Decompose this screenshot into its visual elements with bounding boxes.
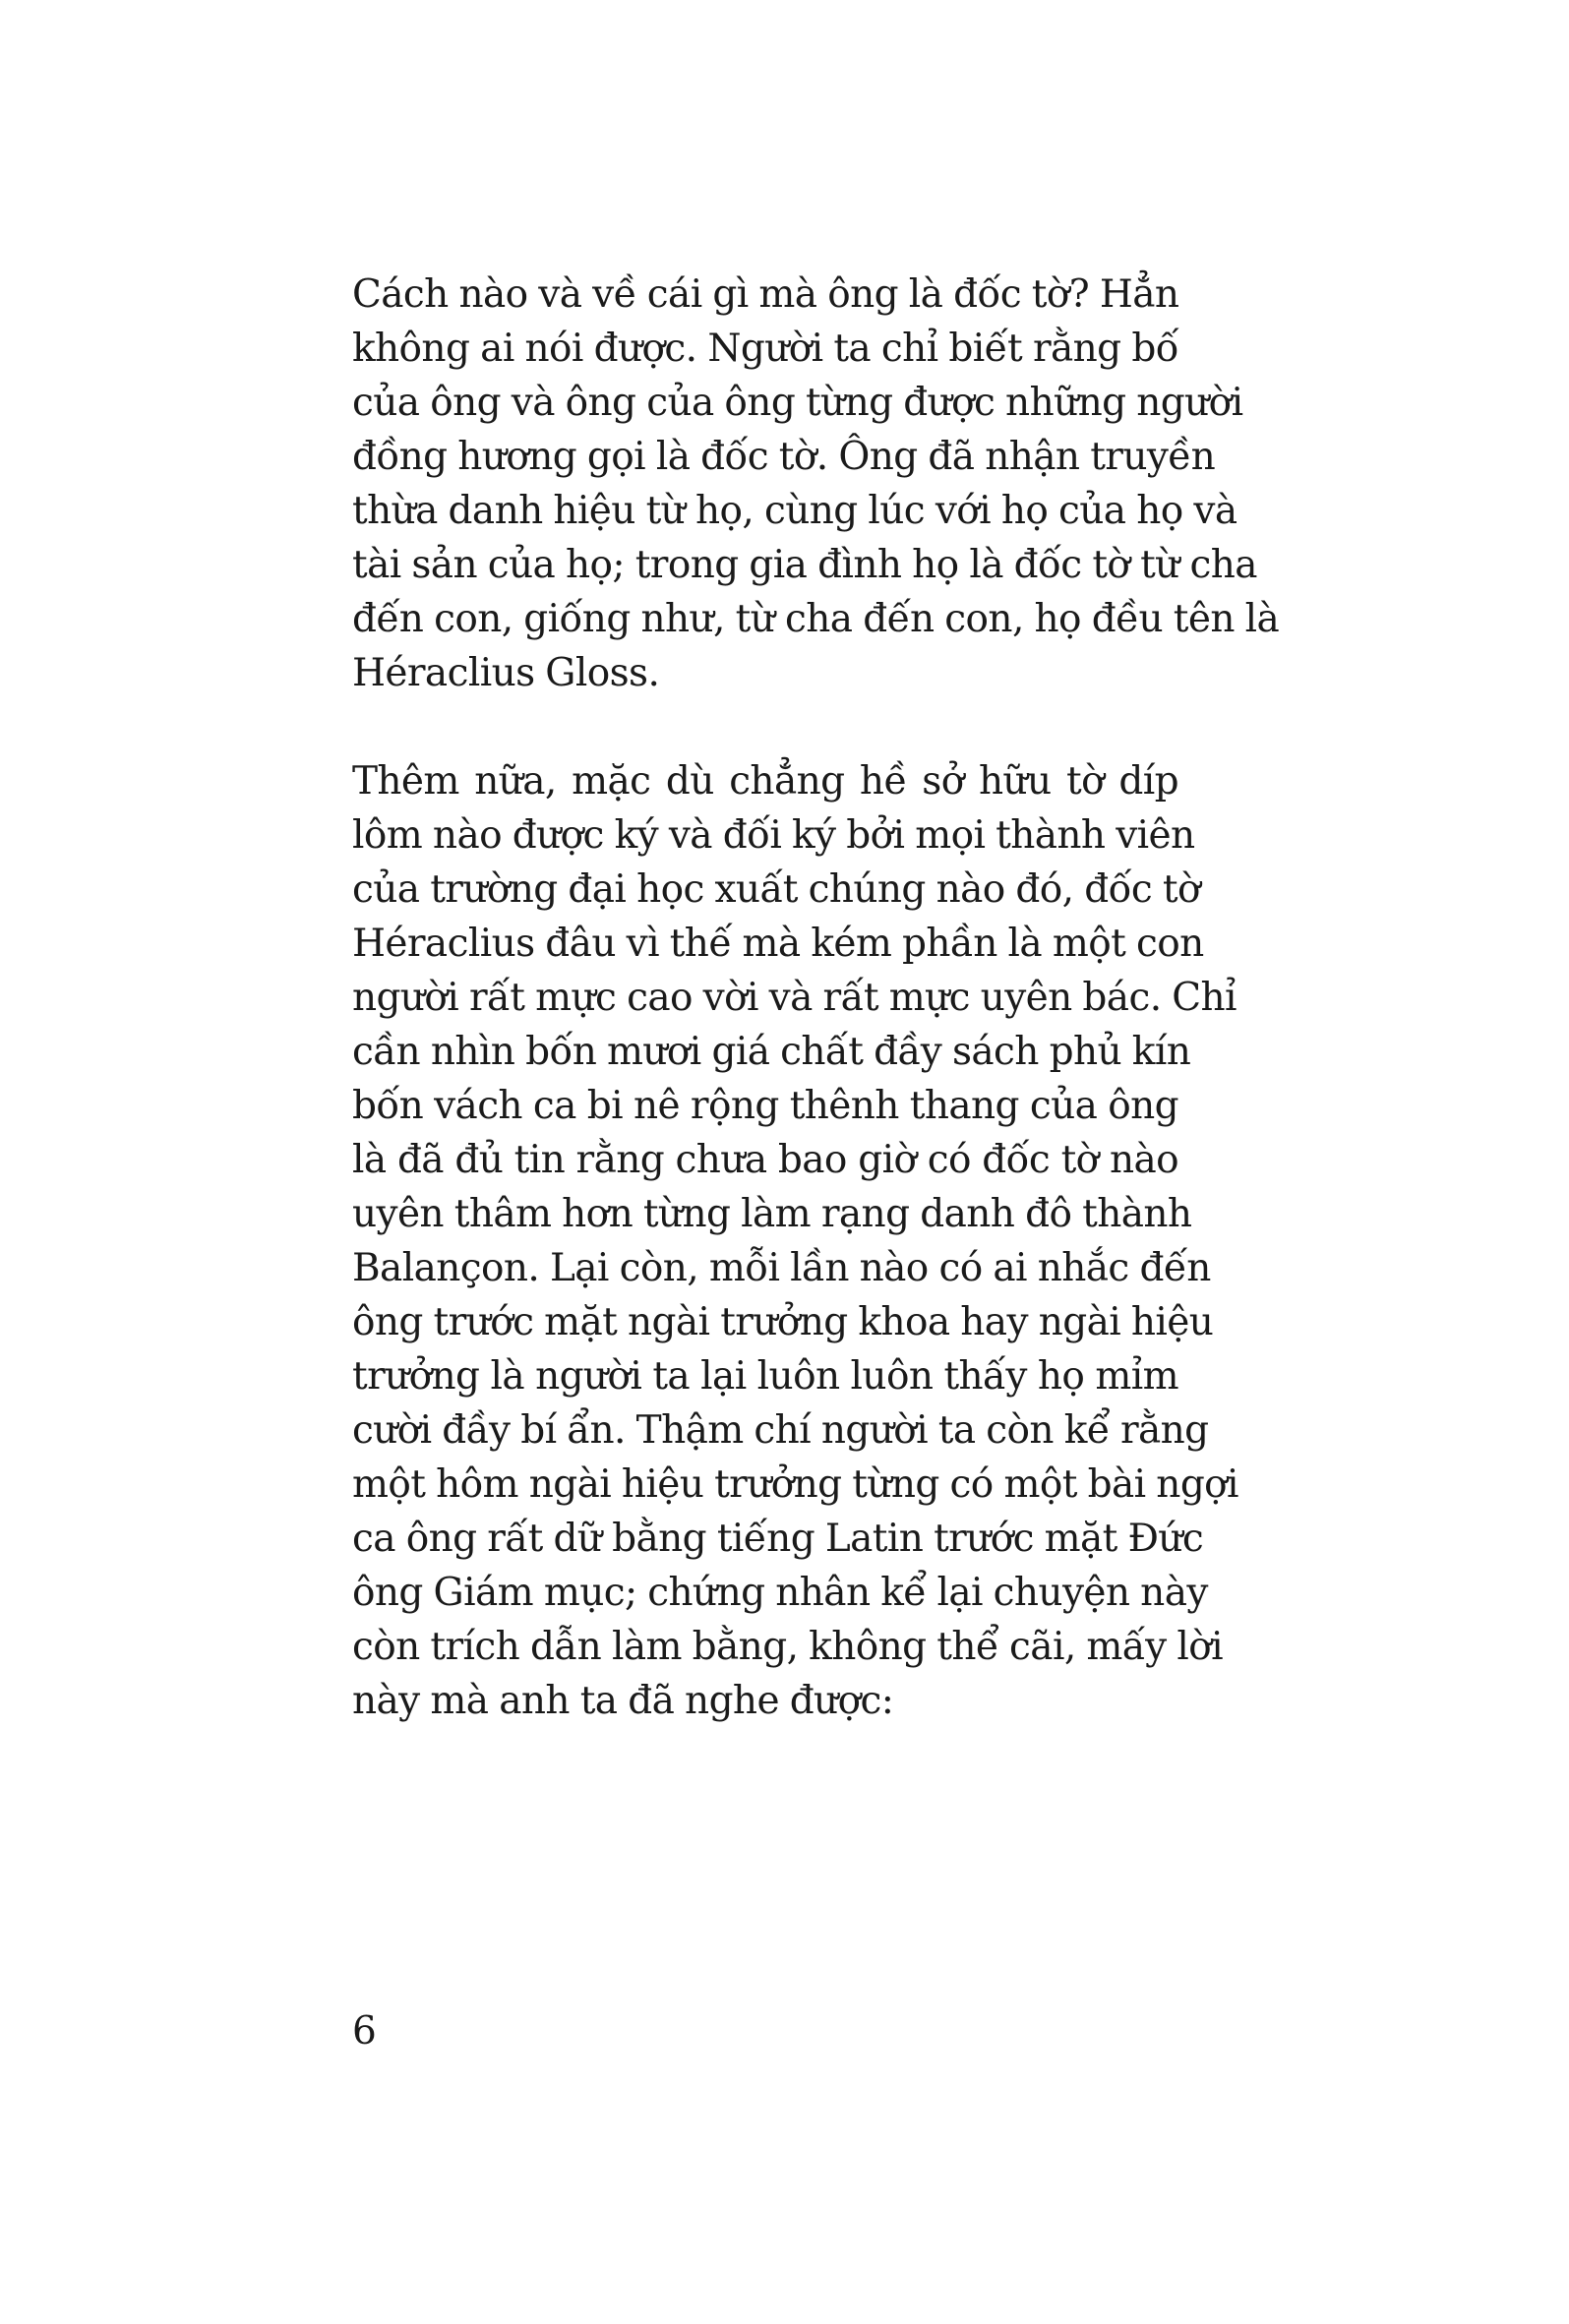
text-line: một hôm ngài hiệu trưởng từng có một bài ngợi (352, 1462, 1238, 1507)
text-line: người rất mực cao vời và rất mực uyên bác. Chỉ (352, 976, 1237, 1020)
text-line: Thêm nữa, mặc dù chẳng hề sở hữu tờ díp (352, 759, 1178, 804)
text-line: này mà anh ta đã nghe được: (352, 1679, 894, 1723)
text-line: Héraclius Gloss. (352, 651, 660, 695)
text-line: Balançon. Lại còn, mỗi lần nào có ai nhắc đến (352, 1246, 1211, 1290)
paragraph-2 (352, 754, 1238, 1728)
text-line: bốn vách ca bi nê rộng thênh thang của ông (352, 1084, 1178, 1128)
text-line: Cách nào và về cái gì mà ông là đốc tờ? Hẳn (352, 272, 1179, 317)
text-line: đến con, giống như, từ cha đến con, họ đều tên là (352, 597, 1280, 641)
text-line: uyên thâm hơn từng làm rạng danh đô thành (352, 1192, 1192, 1236)
text-line: ông trước mặt ngài trưởng khoa hay ngài hiệu (352, 1300, 1214, 1344)
text-line: cười đầy bí ẩn. Thậm chí người ta còn kể rằng (352, 1408, 1209, 1453)
text-line: trưởng là người ta lại luôn luôn thấy họ mỉm (352, 1354, 1178, 1399)
page-number: 6 (352, 2009, 377, 2054)
text-line: ca ông rất dữ bằng tiếng Latin trước mặt Đức (352, 1517, 1204, 1561)
text-line: của trường đại học xuất chúng nào đó, đốc tờ (352, 867, 1200, 912)
text-line: Héraclius đâu vì thế mà kém phần là một con (352, 922, 1204, 966)
paragraph-1 (352, 268, 1280, 700)
text-line: ông Giám mục; chứng nhân kể lại chuyện này (352, 1571, 1208, 1615)
text-line: của ông và ông của ông từng được những người (352, 381, 1243, 425)
text-line: còn trích dẫn làm bằng, không thể cãi, mấy lời (352, 1625, 1223, 1669)
body-text (352, 268, 1280, 1728)
text-line: thừa danh hiệu từ họ, cùng lúc với họ của họ và (352, 489, 1237, 533)
text-line: tài sản của họ; trong gia đình họ là đốc tờ từ cha (352, 543, 1257, 587)
text-line: không ai nói được. Người ta chỉ biết rằng bố (352, 327, 1178, 371)
text-line: lôm nào được ký và đối ký bởi mọi thành viên (352, 813, 1195, 858)
text-line: cần nhìn bốn mươi giá chất đầy sách phủ kín (352, 1030, 1191, 1074)
text-line: đồng hương gọi là đốc tờ. Ông đã nhận truyền (352, 435, 1216, 479)
text-line: là đã đủ tin rằng chưa bao giờ có đốc tờ nào (352, 1138, 1178, 1182)
